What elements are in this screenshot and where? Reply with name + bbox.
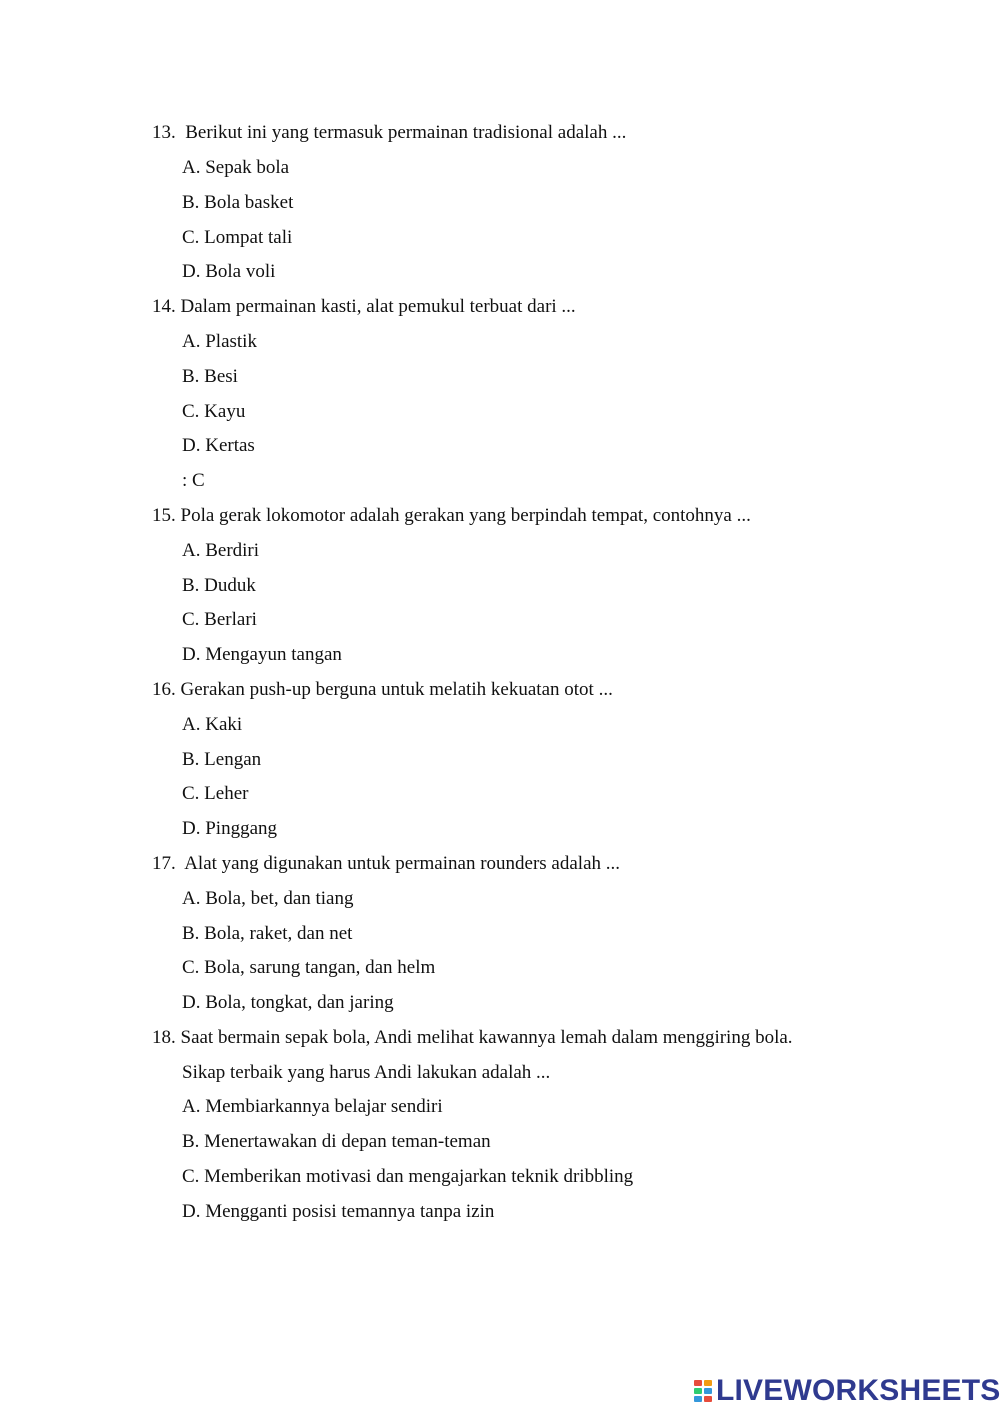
option-18-b: B. Menertawakan di depan teman-teman [182, 1131, 491, 1152]
option-13-d: D. Bola voli [182, 261, 276, 282]
question-number: 16. [152, 679, 176, 700]
option-15-c: C. Berlari [182, 609, 257, 630]
option-17-d: D. Bola, tongkat, dan jaring [182, 992, 394, 1013]
option-16-a: A. Kaki [182, 714, 243, 735]
question-text: Berikut ini yang termasuk permainan tradisional adalah ... [180, 122, 627, 143]
option-14-b: B. Besi [182, 366, 238, 387]
option-13-a: A. Sepak bola [182, 157, 290, 178]
liveworksheets-mark-icon [694, 1380, 712, 1402]
option-17-c: C. Bola, sarung tangan, dan helm [182, 957, 436, 978]
question-number: 18. [152, 1027, 176, 1048]
option-15-d: D. Mengayun tangan [182, 644, 342, 665]
option-13-b: B. Bola basket [182, 192, 294, 213]
question-18 [152, 1026, 793, 1050]
option-14-d: D. Kertas [182, 435, 255, 456]
question-number: 13. [152, 122, 176, 143]
question-14 [152, 295, 576, 319]
option-18-a: A. Membiarkannya belajar sendiri [182, 1096, 443, 1117]
logo-text: LIVEWORKSHEETS [716, 1374, 1000, 1407]
option-17-a: A. Bola, bet, dan tiang [182, 888, 354, 909]
option-13-c: C. Lompat tali [182, 227, 293, 248]
question-number: 14. [152, 296, 176, 317]
option-16-c: C. Leher [182, 783, 249, 804]
question-17 [152, 852, 620, 876]
question-number: 17. [152, 853, 176, 874]
question-number: 15. [152, 505, 176, 526]
liveworksheets-logo [694, 1374, 1000, 1407]
option-17-b: B. Bola, raket, dan net [182, 923, 353, 944]
question-16 [152, 678, 613, 702]
option-14-a: A. Plastik [182, 331, 257, 352]
question-13 [152, 121, 626, 145]
answer-14: : C [182, 470, 205, 491]
option-16-b: B. Lengan [182, 749, 262, 770]
question-18-continuation: Sikap terbaik yang harus Andi lakukan adalah ... [182, 1062, 551, 1083]
question-text: Gerakan push-up berguna untuk melatih kekuatan otot ... [180, 679, 613, 700]
option-18-c: C. Memberikan motivasi dan mengajarkan teknik dribbling [182, 1166, 634, 1187]
question-text: Pola gerak lokomotor adalah gerakan yang berpindah tempat, contohnya ... [180, 505, 751, 526]
option-15-a: A. Berdiri [182, 540, 260, 561]
option-18-d: D. Mengganti posisi temannya tanpa izin [182, 1201, 495, 1222]
question-text: Saat bermain sepak bola, Andi melihat kawannya lemah dalam menggiring bola. [180, 1027, 793, 1048]
question-15 [152, 504, 751, 528]
question-text: Dalam permainan kasti, alat pemukul terbuat dari ... [180, 296, 576, 317]
option-14-c: C. Kayu [182, 401, 246, 422]
option-16-d: D. Pinggang [182, 818, 277, 839]
question-text: Alat yang digunakan untuk permainan rounders adalah ... [180, 853, 621, 874]
option-15-b: B. Duduk [182, 575, 256, 596]
